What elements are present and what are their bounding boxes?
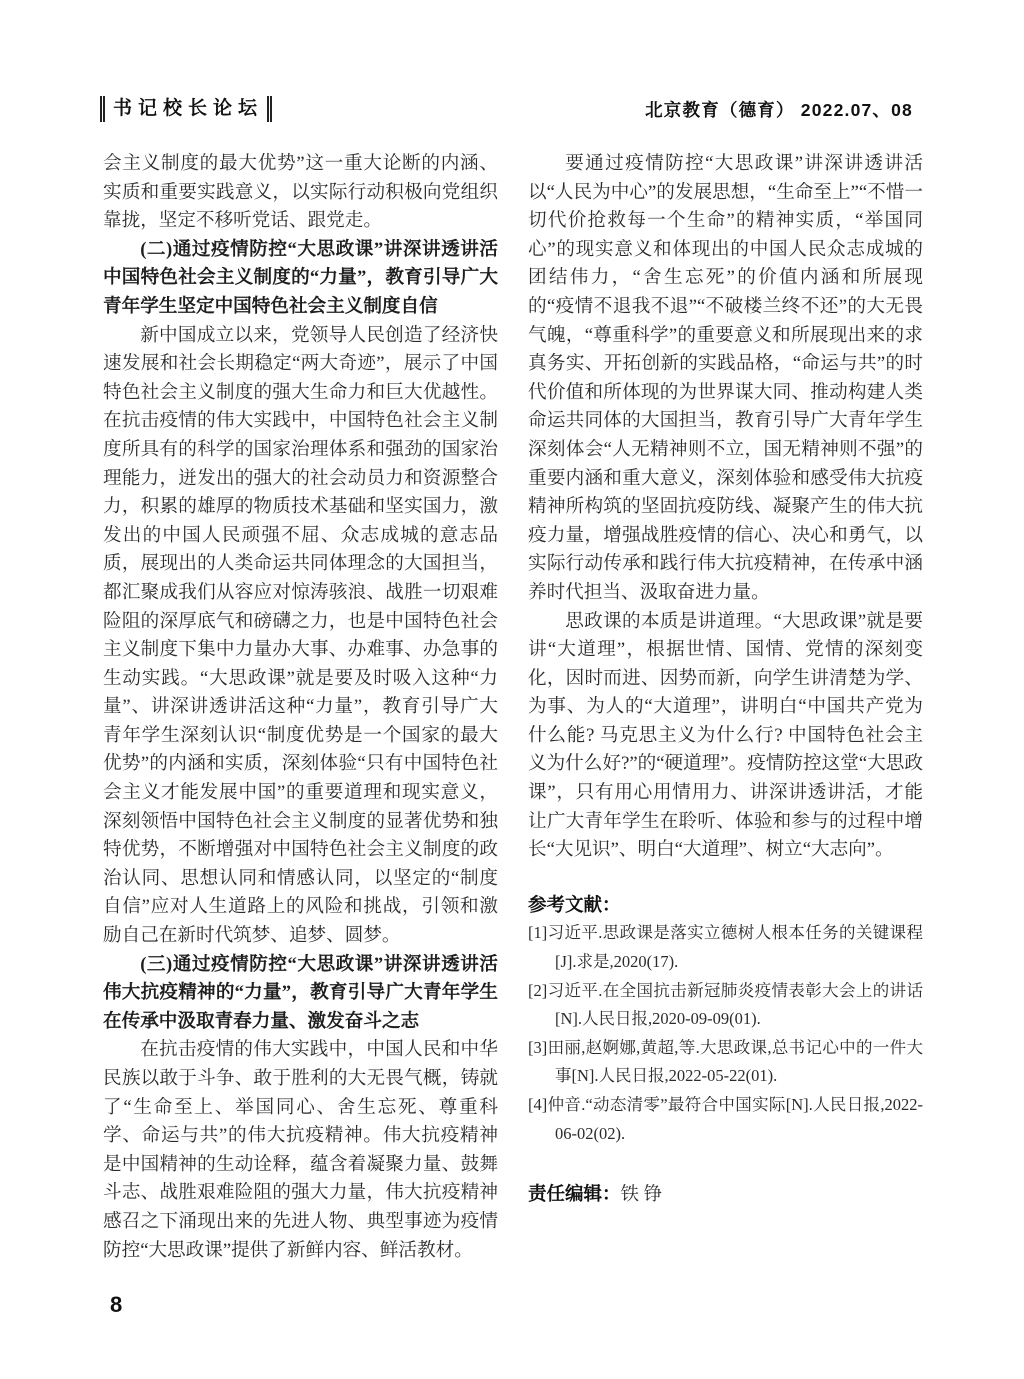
reference-item: [1]习近平.思政课是落实立德树人根本任务的关键课程[J].求是,2020(17). — [528, 923, 923, 972]
page-number: 8 — [110, 1292, 123, 1317]
paragraph: 新中国成立以来，党领导人民创造了经济快速发展和社会长期稳定“两大奇迹”，展示了中国特色社会主义制度的强大生命力和巨大优越性。在抗击疫情的伟大实践中，中国特色社会主义制度所具有的科学的国家治理体系和强劲的国家治理能力，迸发出的强大的社会动员力和资源整合力，积累的雄厚的物质技术基础和坚实国力，激发出的中国人民顽强不屈、众志成城的意志品质，展现出的人类命运共同体理念的大国担当，都汇聚成我们从容应对惊涛骇浪、战胜一切艰难险阻的深厚底气和磅礴之力，也是中国特色社会主义制度下集中力量办大事、办难事、办急事的生动实践。“大思政课”就是要及时吸入这种“力量”、讲深讲透讲活这种“力量”，教育引导广大青年学生深刻认识“制度优势是一个国家的最大优势”的内涵和实质，深刻体验“只有中国特色社会主义才能发展中国”的重要道理和现实意义，深刻领悟中国特色社会主义制度的显著优势和独特优势，不断增强对中国特色社会主义制度的政治认同、思想认同和情感认同，以坚定的“制度自信”应对人生道路上的风险和挑战，引领和激励自己在新时代筑梦、追梦、圆梦。 — [103, 324, 498, 947]
section-title: 书记校长论坛 — [100, 96, 272, 122]
page-header — [100, 96, 913, 122]
journal-issue: 北京教育（德育） 2022.07、08 — [645, 99, 913, 120]
paragraph: 在抗击疫情的伟大实践中，中国人民和中华民族以敢于斗争、敢于胜利的大无畏气概，铸就了“生命至上、举国同心、舍生忘死、尊重科学、命运与共”的伟大抗疫精神。伟大抗疫精神是中国精神的生动诠释，蕴含着凝聚力量、鼓舞斗志、战胜艰难险阻的强大力量，伟大抗疫精神感召之下涌现出来的先进人物、典型事迹为疫情防控“大思政课”提供了新鲜内容、鲜活教材。 — [103, 1039, 498, 1261]
subheading-section-3: (三)通过疫情防控“大思政课”讲深讲透讲活伟大抗疫精神的“力量”，教育引导广大青年学生在传承中汲取青春力量、激发奋斗之志 — [103, 953, 498, 1032]
editor-name: 铁 铮 — [620, 1185, 663, 1206]
right-column — [528, 150, 923, 1265]
references-title: 参考文献： — [528, 893, 621, 915]
reference-item: [4]仲音.“动态清零”最符合中国实际[N].人民日报,2022-06-02(02). — [528, 1095, 923, 1143]
paragraph: 思政课的本质是讲道理。“大思政课”就是要讲“大道理”，根据世情、国情、党情的深刻变化，因时而进、因势而新，向学生讲清楚为学、为事、为人的“大道理”，讲明白“中国共产党为什么能? 马克思主义为什么行? 中国特色社会主义为什么好?”的“硬道理”。疫情防控这堂“大思政课”，只有用心用情用力、讲深讲透讲活，才能让广大青年学生在聆听、体验和参与的过程中增长“大见识”、明白“大道理”、树立“大志向”。 — [528, 610, 923, 861]
reference-item: [3]田丽,赵婀娜,黄超,等.大思政课,总书记心中的一件大事[N].人民日报,2022-05-22(01). — [528, 1037, 923, 1086]
article-body — [103, 150, 923, 1265]
paragraph: 要通过疫情防控“大思政课”讲深讲透讲活以“人民为中心”的发展思想，“生命至上”“不惜一切代价抢救每一个生命”的精神实质，“举国同心”的现实意义和体现出的中国人民众志成城的团结伟力，“舍生忘死”的价值内涵和所展现的“疫情不退我不退”“不破楼兰终不还”的大无畏气魄，“尊重科学”的重要意义和所展现出来的求真务实、开拓创新的实践品格，“命运与共”的时代价值和所体现的为世界谋大同、推动构建人类命运共同体的大国担当，教育引导广大青年学生深刻体会“人无精神则不立，国无精神则不强”的重要内涵和重大意义，深刻体验和感受伟大抗疫精神所构筑的坚固抗疫防线、凝聚产生的伟大抗疫力量，增强战胜疫情的信心、决心和勇气，以实际行动传承和践行伟大抗疫精神，在传承中涵养时代担当、汲取奋进力量。 — [528, 153, 923, 603]
subheading-section-2: (二)通过疫情防控“大思政课”讲深讲透讲活中国特色社会主义制度的“力量”，教育引导广大青年学生坚定中国特色社会主义制度自信 — [103, 238, 498, 317]
left-column — [103, 150, 498, 1265]
editor-label: 责任编辑： — [528, 1183, 621, 1205]
reference-item: [2]习近平.在全国抗击新冠肺炎疫情表彰大会上的讲话[N].人民日报,2020-09-09(01). — [528, 980, 923, 1029]
paragraph-continuation: 会主义制度的最大优势”这一重大论断的内涵、实质和重要实践意义，以实际行动积极向党组织靠拢，坚定不移听党话、跟党走。 — [103, 153, 498, 232]
editor-line — [528, 1180, 923, 1210]
